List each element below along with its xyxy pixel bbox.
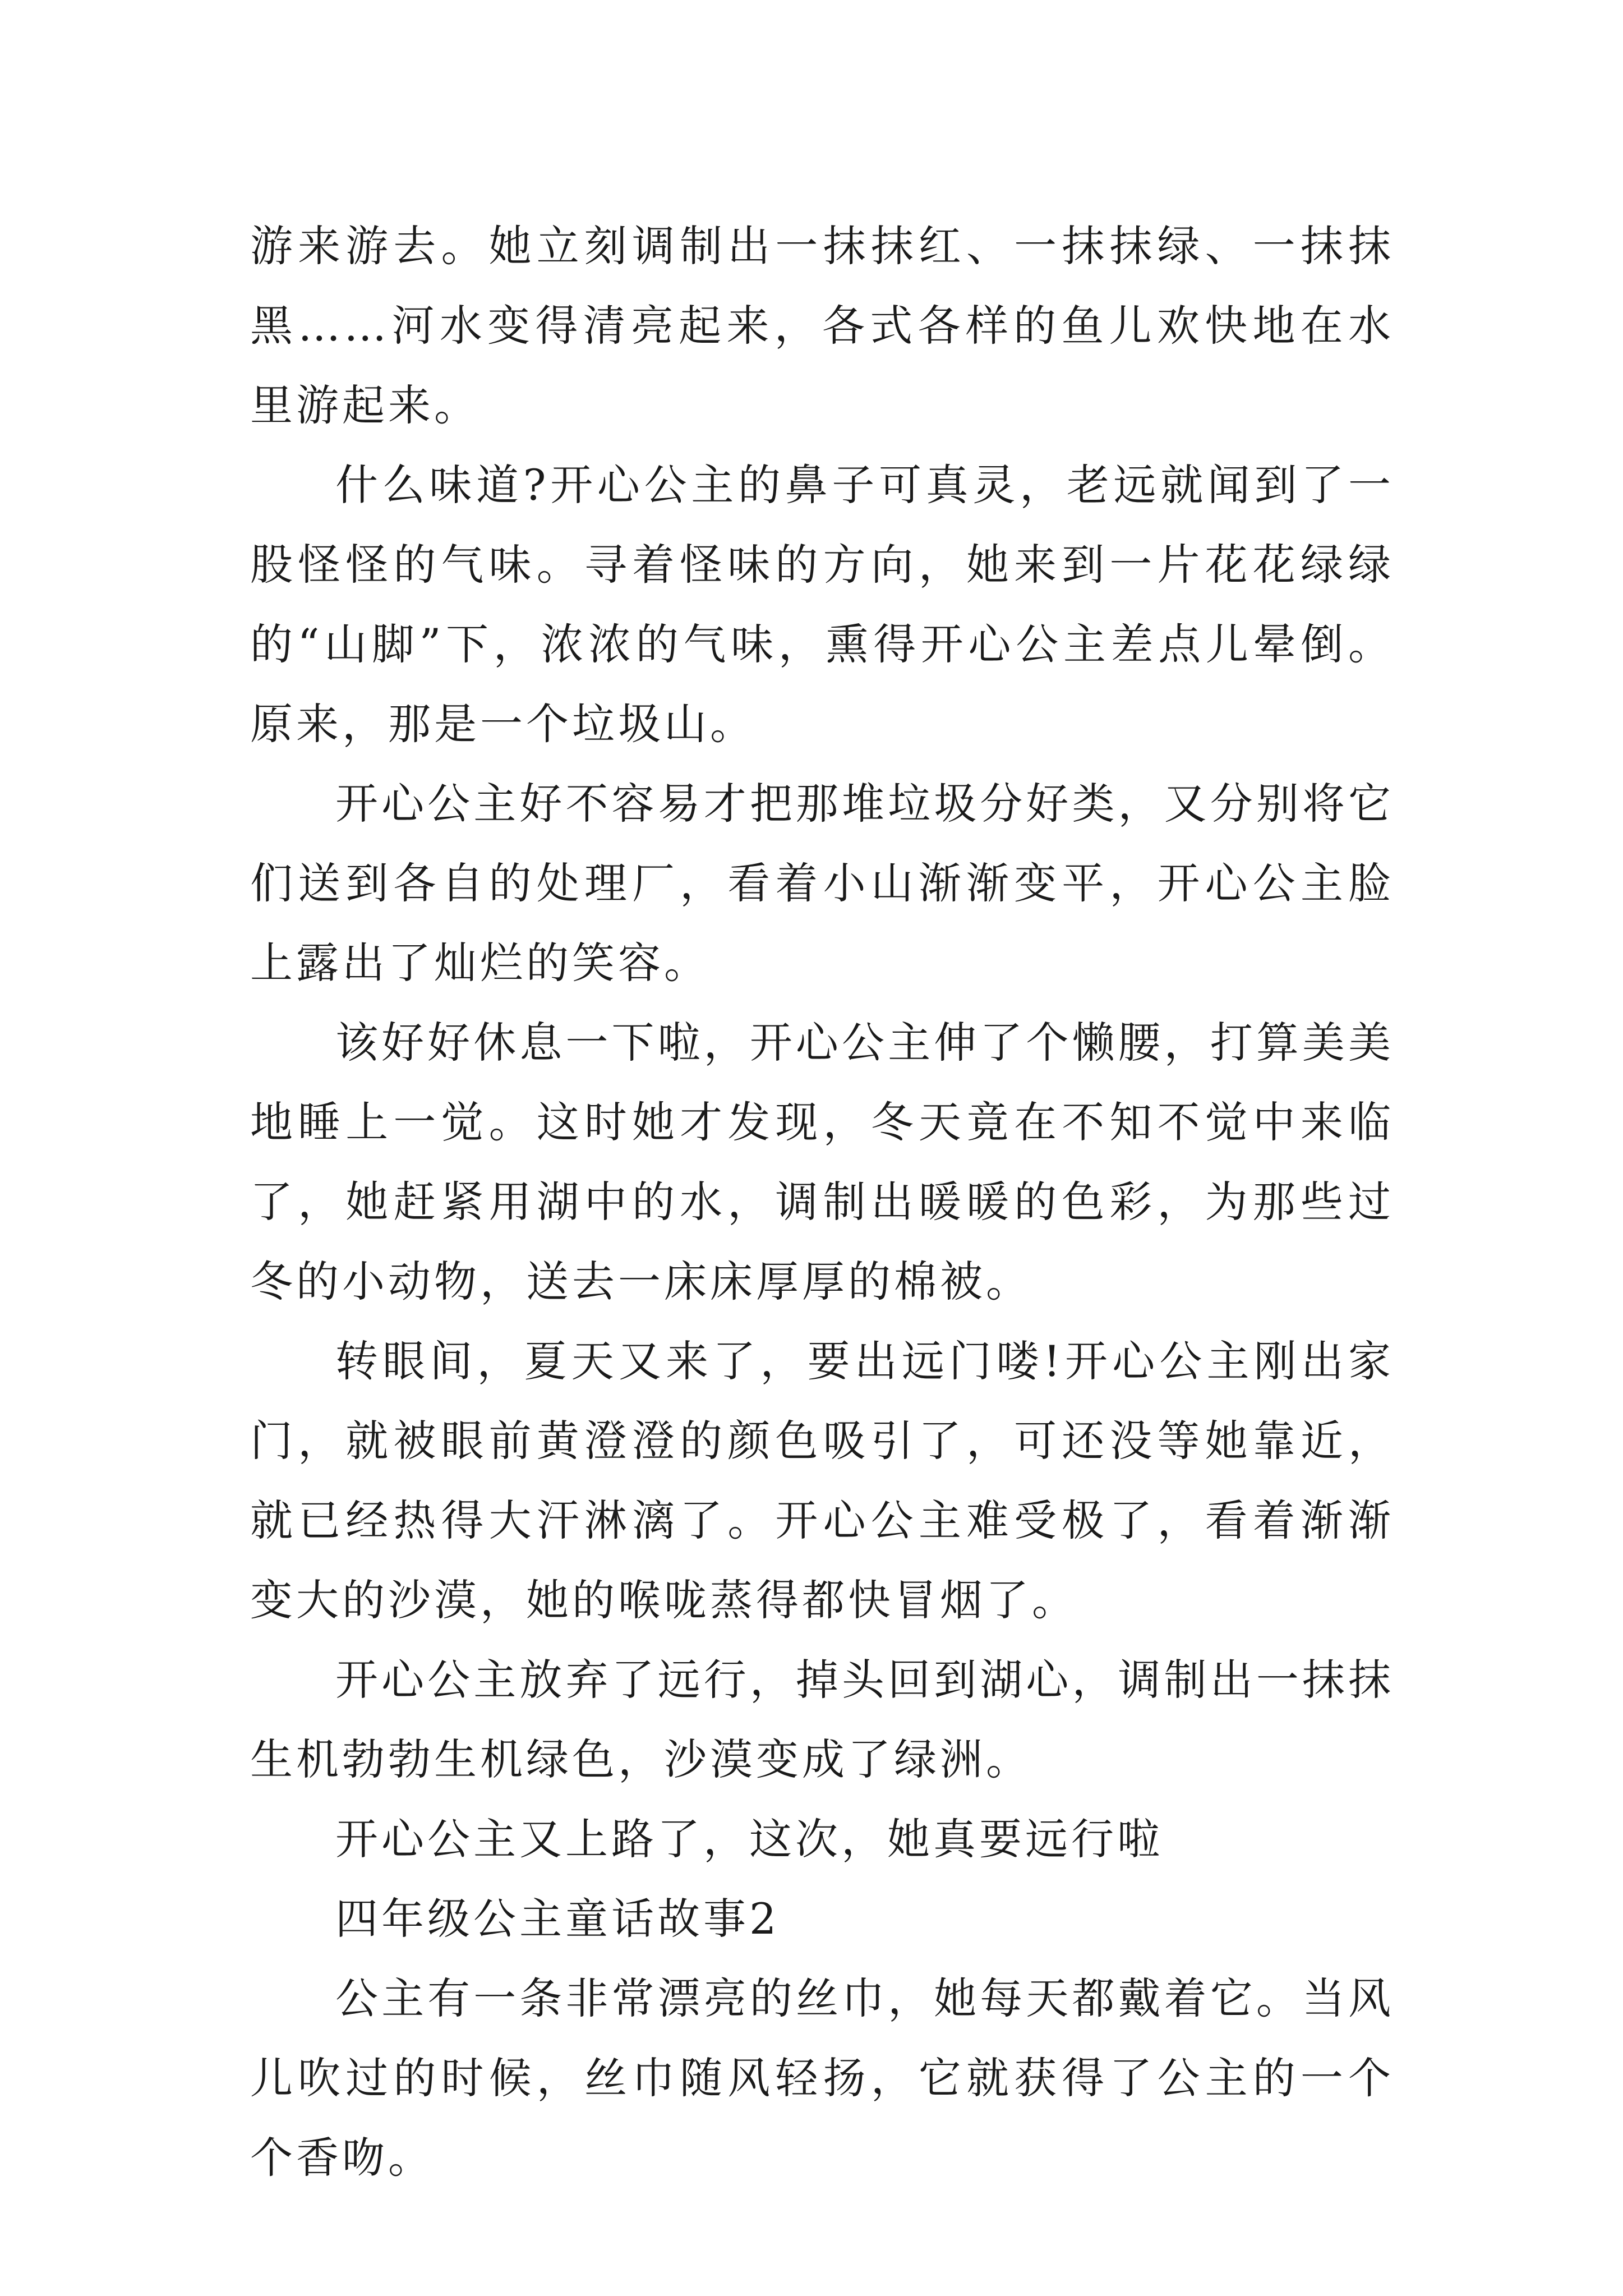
paragraph-2: 什么味道?开心公主的鼻子可真灵，老远就闻到了一股怪怪的气味。寻着怪味的方向，她来到一片花花绿绿的“山脚”下，浓浓的气味，熏得开心公主差点儿晕倒。原来，那是一个垃圾山。 (250, 460, 1394, 749)
paragraph-1: 游来游去。她立刻调制出一抹抹红、一抹抹绿、一抹抹黑……河水变得清亮起来，各式各样的鱼儿欢快地在水里游起来。 (250, 221, 1394, 430)
paragraph-4: 该好好休息一下啦，开心公主伸了个懒腰，打算美美地睡上一觉。这时她才发现，冬天竟在不知不觉中来临了，她赶紧用湖中的水，调制出暖暖的色彩，为那些过冬的小动物，送去一床床厚厚的棉被。 (250, 1018, 1394, 1306)
paragraph-3: 开心公主好不容易才把那堆垃圾分好类，又分别将它们送到各自的处理厂，看着小山渐渐变平，开心公主脸上露出了灿烂的笑容。 (250, 779, 1394, 988)
paragraph-7: 开心公主又上路了，这次，她真要远行啦 (335, 1814, 1163, 1864)
paragraph-6: 开心公主放弃了远行，掉头回到湖心，调制出一抹抹生机勃勃生机绿色，沙漠变成了绿洲。 (250, 1655, 1394, 1784)
paragraph-5: 转眼间，夏天又来了，要出远门喽!开心公主刚出家门，就被眼前黄澄澄的颜色吸引了，可还没等她靠近，就已经热得大汗淋漓了。开心公主难受极了，看着渐渐变大的沙漠，她的喉咙蒸得都快冒烟了。 (250, 1336, 1394, 1625)
body-text (250, 206, 1394, 2198)
paragraph-8: 公主有一条非常漂亮的丝巾，她每天都戴着它。当风儿吹过的时候，丝巾随风轻扬，它就获得了公主的一个个香吻。 (250, 1973, 1394, 2183)
section-heading: 四年级公主童话故事2 (335, 1894, 780, 1944)
